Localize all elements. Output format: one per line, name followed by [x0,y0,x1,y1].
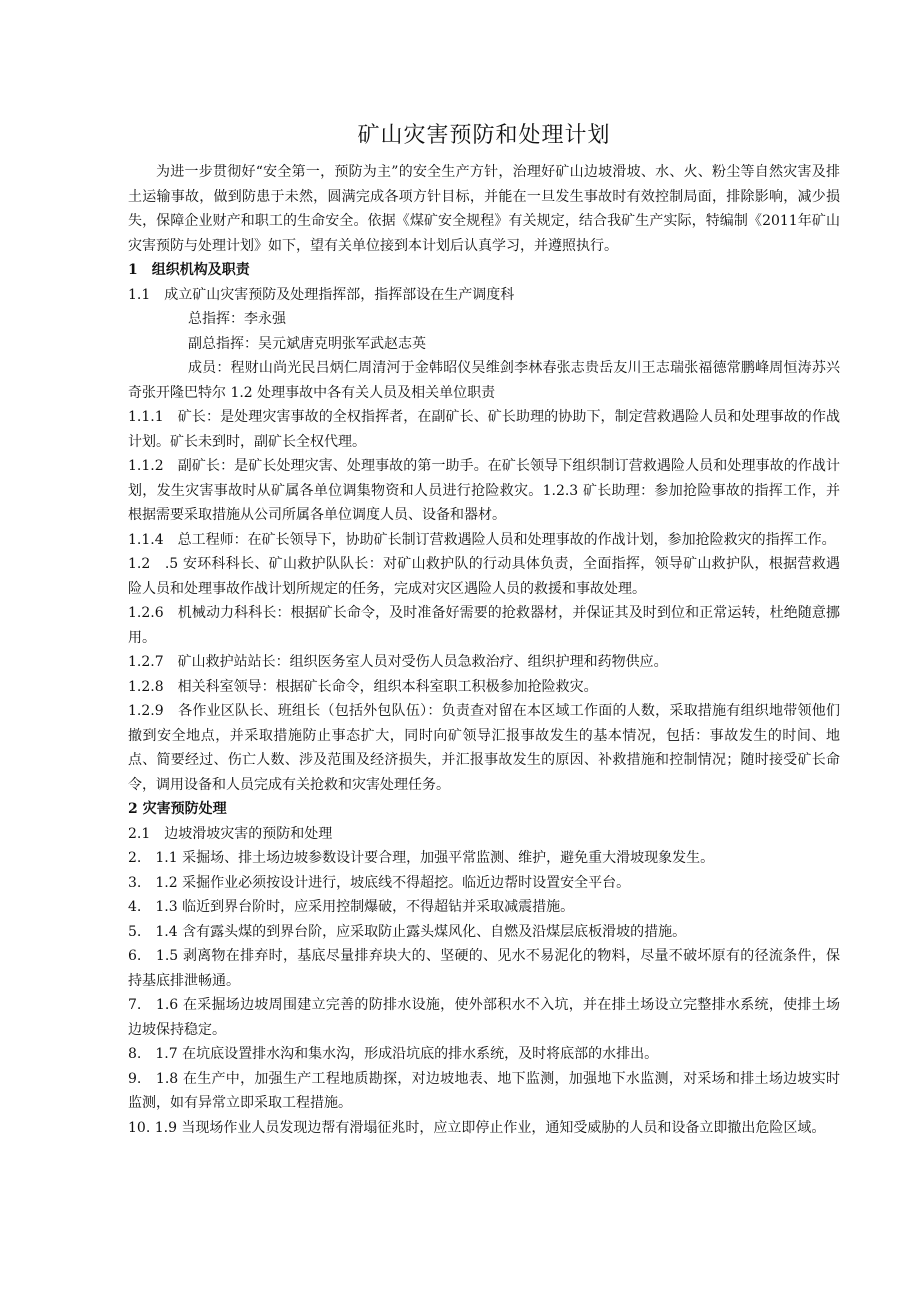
document-title: 矿山灾害预防和处理计划 [357,123,611,148]
list-item: 6. 1.5 剥离物在排弃时，基底尽量排弃块大的、坚硬的、见水不易泥化的物料，尽量不破坏原有的径流条件，保持基底排泄畅通。 [128,948,840,989]
intro-paragraph: 为进一步贯彻好“安全第一，预防为主”的安全生产方针，治理好矿山边坡滑坡、水、火、粉尘等自然灾害及排土运输事故，做到防患于未然，圆满完成各项方针目标，并能在一旦发生事故时有效控制局面，排除影响，减少损失，保障企业财产和职工的生命安全。依据《煤矿安全规程》有关规定，结合我矿生产实际，特编制《2011年矿山灾害预防与处理计划》如下，望有关单位接到本计划后认真学习，并遵照执行。 [128,164,840,254]
members-line: 成员：程财山尚光民吕炳仁周清河于金韩昭仪吴维剑李林春张志贵岳友川王志瑞张福德常鹏峰周恒涛苏兴奇张开隆巴特尔 1.2 处理事故中各有关人员及相关单位职责 [128,360,840,401]
paragraph-1-1: 1.1 成立矿山灾害预防及处理指挥部，指挥部设在生产调度科 [128,286,515,303]
paragraph-1-2-5: 1.2 .5 安环科科长、矿山救护队队长：对矿山救护队的行动具体负责，全面指挥，领导矿山救护队，根据营救遇险人员和处理事故作战计划所规定的任务，完成对灾区遇险人员的救援和事故处理。 [128,556,840,597]
list-item: 3. 1.2 采掘作业必须按设计进行，坡底线不得超挖。临近边帮时设置安全平台。 [128,874,631,891]
list-item: 8. 1.7 在坑底设置排水沟和集水沟，形成沿坑底的排水系统，及时将底部的水排出。 [128,1046,659,1062]
section-1-heading: 1 组织机构及职责 [128,262,250,278]
section-2-heading: 2 灾害预防处理 [128,801,227,817]
document-body [128,118,840,1140]
commander-line: 总指挥：李永强 [188,311,286,327]
list-item: 10. 1.9 当现场作业人员发现边帮有滑塌征兆时，应立即停止作业，通知受威胁的人员和设备立即撤出危险区域。 [128,1119,826,1136]
paragraph-1-1-2: 1.1.2 副矿长：是矿长处理灾害、处理事故的第一助手。在矿长领导下组织制订营救遇险人员和处理事故的作战计划，发生灾害事故时从矿属各单位调集物资和人员进行抢险救灾。1.2.3 矿长助理：参加抢险事故的指挥工作，并根据需要采取措施从公司所属各单位调度人员、设备和器材。 [128,458,840,523]
list-item: 7. 1.6 在采掘场边坡周围建立完善的防排水设施，使外部积水不入坑，并在排土场设立完整排水系统，使排土场边坡保持稳定。 [128,997,840,1038]
paragraph-1-2-6: 1.2.6 机械动力科科长：根据矿长命令，及时准备好需要的抢救器材，并保证其及时到位和正常运转，杜绝随意挪用。 [128,605,840,646]
list-item: 5. 1.4 含有露头煤的到界台阶，应采取防止露头煤风化、自燃及沿煤层底板滑坡的措施。 [128,923,687,940]
paragraph-2-1: 2.1 边坡滑坡灾害的预防和处理 [128,825,333,842]
paragraph-1-2-8: 1.2.8 相关科室领导：根据矿长命令，组织本科室职工积极参加抢险救灾。 [128,678,598,695]
list-item: 4. 1.3 临近到界台阶时，应采用控制爆破，不得超钻并采取减震措施。 [128,899,575,915]
list-item: 2. 1.1 采掘场、排土场边坡参数设计要合理，加强平常监测、维护，避免重大滑坡现象发生。 [128,850,715,866]
paragraph-1-1-4: 1.1.4 总工程师：在矿长领导下，协助矿长制订营救遇险人员和处理事故的作战计划，参加抢险救灾的指挥工作。 [128,531,836,548]
paragraph-1-1-1: 1.1.1 矿长：是处理灾害事故的全权指挥者，在副矿长、矿长助理的协助下，制定营救遇险人员和处理事故的作战计划。矿长未到时，副矿长全权代理。 [128,409,840,450]
paragraph-1-2-9: 1.2.9 各作业区队长、班组长（包括外包队伍）：负责查对留在本区域工作面的人数，采取措施有组织地带领他们撤到安全地点，并采取措施防止事态扩大，同时向矿领导汇报事故发生的基本情况，包括：事故发生的时间、地点、简要经过、伤亡人数、涉及范围及经济损失，并汇报事故发生的原因、补救措施和控制情况；随时接受矿长命令，调用设备和人员完成有关抢救和灾害处理任务。 [128,703,840,793]
deputy-commander-line: 副总指挥：吴元斌唐克明张军武赵志英 [188,335,426,352]
paragraph-1-2-7: 1.2.7 矿山救护站站长：组织医务室人员对受伤人员急救治疗、组织护理和药物供应。 [128,654,668,670]
list-item: 9. 1.8 在生产中，加强生产工程地质勘探，对边坡地表、地下监测，加强地下水监测，对采场和排土场边坡实时监测，如有异常立即采取工程措施。 [128,1070,840,1111]
